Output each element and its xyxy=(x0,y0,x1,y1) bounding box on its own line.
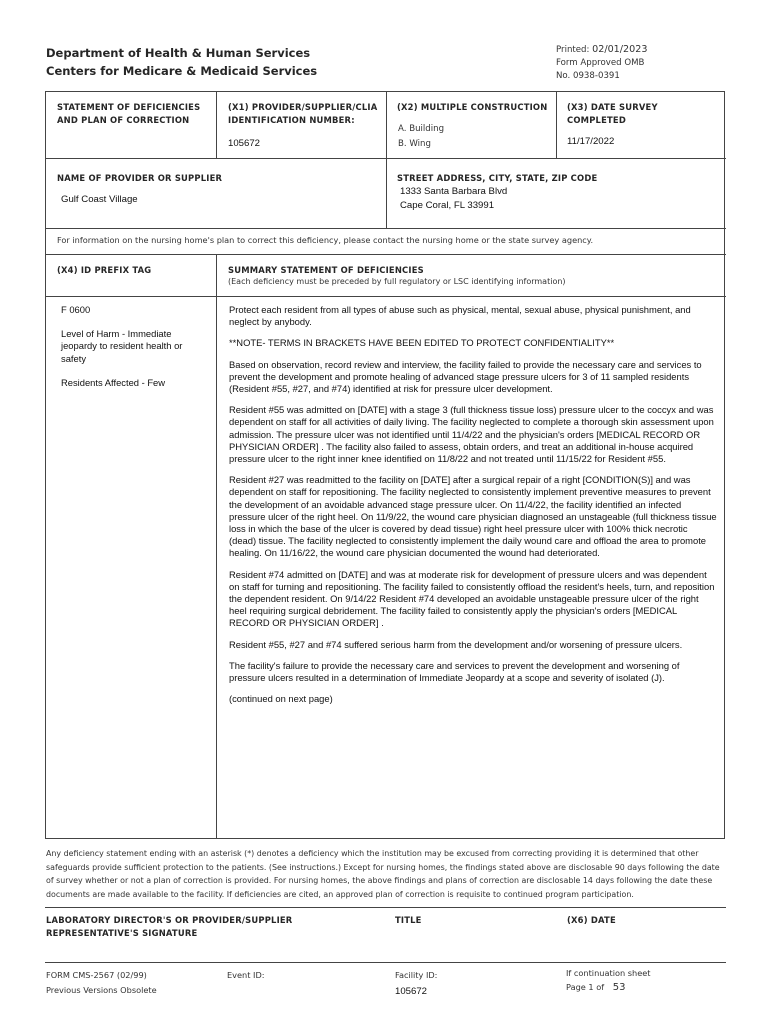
x2-label: (X2) MULTIPLE CONSTRUCTION xyxy=(397,102,548,112)
continuation-label: If continuation sheet xyxy=(566,968,651,978)
residents-affected: Residents Affected - Few xyxy=(61,376,166,388)
level-of-harm: Level of Harm - Immediate jeopardy to resident health or safety xyxy=(61,328,183,364)
continued-note: (continued on next page) xyxy=(229,693,333,705)
previous-versions: Previous Versions Obsolete xyxy=(46,985,157,995)
address-label: STREET ADDRESS, CITY, STATE, ZIP CODE xyxy=(397,173,598,183)
summary-paragraph: Resident #27 was readmitted to the facility on [DATE] after a surgical repair of a right [CONDITION(S)] and was dependent on staff for repositioning. The facility neglected to consistently implement preventive measures to prevent the development of an avoidable advanced stage pressure ulcer. On 11/4/22, the facility identified an infected pressure ulcer of the right heel. On 11/9/22, the wound care physician diagnosed an unstageable (full thickness tissue loss in which the base of the ulcer is covered by dead tissue) right heel pressure ulcer with 100% thick necrotic (dead) tissue. The facility neglected to consistently implement the daily wound care and offload the area to promote healing. On 11/16/22, the wound care physician documented the wound had deteriorated. xyxy=(229,474,717,559)
address-line-1: 1333 Santa Barbara Blvd xyxy=(400,186,508,197)
omb-line-1: Form Approved OMB xyxy=(556,58,645,68)
survey-date-value: 11/17/2022 xyxy=(567,136,615,147)
summary-paragraph: The facility's failure to provide the necessary care and services to prevent the development and worsening of pressure ulcers resulted in a determination of Immediate Jeopardy at a scope and severity of isolated (J). xyxy=(229,659,680,684)
date-label: (X6) DATE xyxy=(567,915,616,925)
printed-label: Printed: xyxy=(556,45,590,55)
summary-paragraph: Protect each resident from all types of abuse such as physical, mental, sexual abuse, physical punishment, and neglect by anybody. xyxy=(229,304,691,328)
x1-label: (X1) PROVIDER/SUPPLIER/CLIA IDENTIFICATION NUMBER: xyxy=(228,102,378,125)
omb-line-2: No. 0938-0391 xyxy=(556,71,620,81)
centers-title: Centers for Medicare & Medicaid Services xyxy=(46,64,318,78)
summary-paragraph: Resident #74 admitted on [DATE] and was at moderate risk for development of pressure ulcers and was dependent on staff for turning and repositioning. The facility failed to consistently offload the resident's heels, turn, and reposition the dependent resident. On 9/14/22 Resident #74 developed an avoidable unstageable pressure ulcer of the right heel requiring surgical debridement. The facility failed to consistently apply the physician's orders [MEDICAL RECORD OR PHYSICIAN ORDER] . xyxy=(229,568,715,629)
event-id-label: Event ID: xyxy=(227,970,265,980)
info-line: For information on the nursing home's plan to correct this deficiency, please contact the nursing home or the state survey agency. xyxy=(57,235,594,245)
statement-label: STATEMENT OF DEFICIENCIES AND PLAN OF CORRECTION xyxy=(57,102,201,125)
building-label: A. Building xyxy=(398,124,445,134)
provider-id-value: 105672 xyxy=(228,138,261,149)
department-title: Department of Health & Human Services xyxy=(46,46,311,60)
facility-id-value: 105672 xyxy=(395,986,428,997)
provider-name-label: NAME OF PROVIDER OR SUPPLIER xyxy=(57,173,223,183)
provider-name-value: Gulf Coast Village xyxy=(61,194,138,205)
x3-label: (X3) DATE SURVEY COMPLETED xyxy=(567,102,658,125)
page-label: Page 1 of xyxy=(566,982,605,992)
printed-date: 02/01/2023 xyxy=(592,44,648,55)
summary-paragraph: Based on observation, record review and interview, the facility failed to provide the necessary care and services to prevent the development and promote healing of advanced stage pressure ulcers for 3 of 11 sampled residents (Resident #55, #27, and #74) identified at risk for pressure ulcer development. xyxy=(229,358,702,395)
disclaimer-text: Any deficiency statement ending with an asterisk (*) denotes a deficiency which the institution may be excused from correcting providing it is determined that other safeguards provide sufficient protection to the patients. (See instructions.) Except for nursing homes, the findings stated above are disclosable 90 days following the date of survey whether or not a plan of correction is provided. For nursing homes, the above findings and plans of correction are disclosable 14 days following the date these documents are made available to the facility. If deficiencies are cited, an approved plan of correction is requisite to continued program participation. xyxy=(46,849,720,899)
x4-label: (X4) ID PREFIX TAG xyxy=(57,265,152,275)
summary-column xyxy=(229,304,717,714)
printed-line xyxy=(556,44,647,55)
tag-id: F 0600 xyxy=(61,304,91,315)
tag-column xyxy=(61,304,209,389)
form-number: FORM CMS-2567 (02/99) xyxy=(46,970,147,980)
wing-label: B. Wing xyxy=(398,139,431,149)
summary-label: SUMMARY STATEMENT OF DEFICIENCIES xyxy=(228,265,424,275)
address-line-2: Cape Coral, FL 33991 xyxy=(400,200,495,211)
summary-sublabel: (Each deficiency must be preceded by full regulatory or LSC identifying information) xyxy=(228,277,566,286)
summary-paragraph: **NOTE- TERMS IN BRACKETS HAVE BEEN EDITED TO PROTECT CONFIDENTIALITY** xyxy=(229,337,615,349)
facility-id-label: Facility ID: xyxy=(395,970,438,980)
director-signature-label: LABORATORY DIRECTOR'S OR PROVIDER/SUPPLIER REPRESENTATIVE'S SIGNATURE xyxy=(46,915,293,938)
title-label: TITLE xyxy=(395,915,422,925)
page-total: 53 xyxy=(612,982,626,993)
summary-paragraph: Resident #55 was admitted on [DATE] with a stage 3 (full thickness tissue loss) pressure ulcer to the coccyx and was dependent on staff for all activities of daily living. The facility neglected to complete a thorough skin assessment upon admission. The pressure ulcer was not identified until 11/4/22 and the physician's orders [MEDICAL RECORD OR PHYSICIAN ORDER] . The facility also failed to assess, obtain orders, and treat an additional in-house acquired pressure ulcer to the right inner knee identified on 11/8/22 and not treated until 11/15/22 for Resident #55. xyxy=(229,404,714,465)
page-indicator xyxy=(566,982,625,993)
summary-paragraph: Resident #55, #27 and #74 suffered serious harm from the development and/or worsening of pressure ulcers. xyxy=(229,638,683,650)
